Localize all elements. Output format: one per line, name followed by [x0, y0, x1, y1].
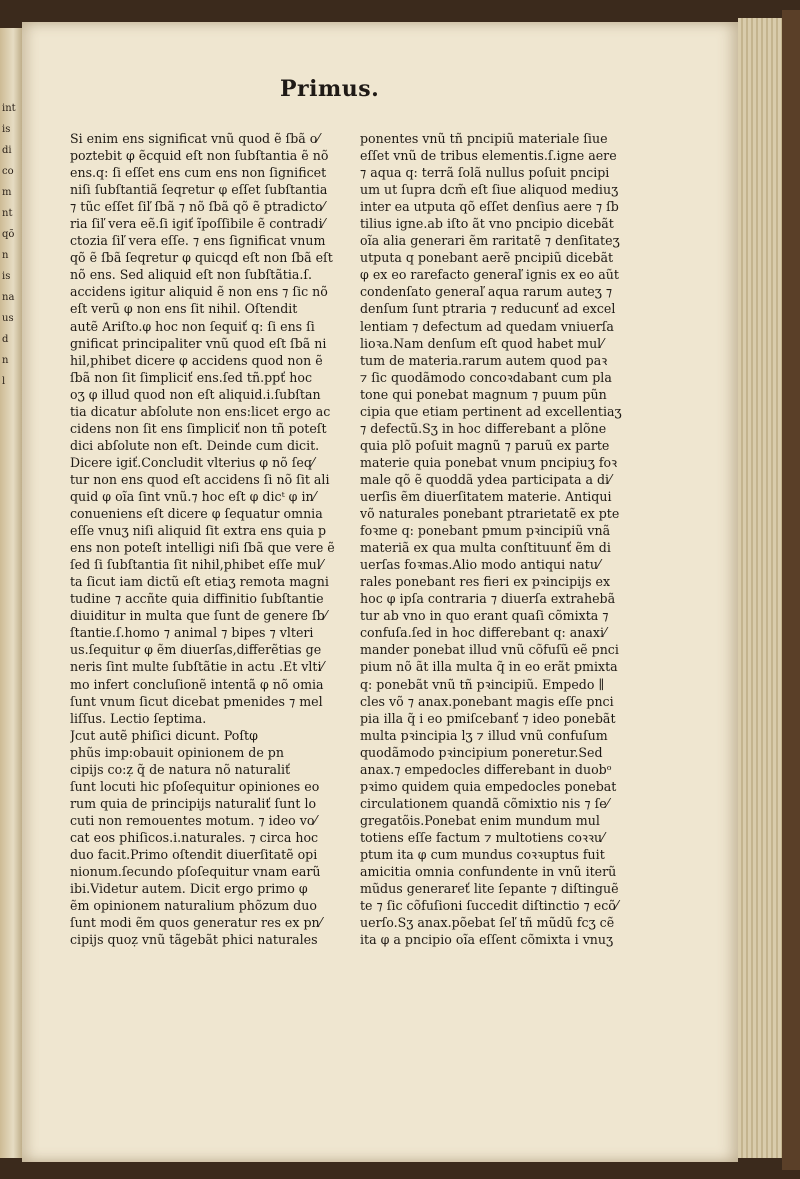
text-line: ẽm opinionem naturalium phõzum duo	[70, 898, 317, 914]
text-line: poztebit φ ẽcquid eſt non ſubſtantia ẽ nõ	[70, 148, 329, 164]
book-cover-edge	[782, 10, 800, 1170]
text-line: gregatõis.Ponebat enim mundum mul	[360, 812, 600, 828]
text-line: oĩa alia generari ẽm raritatẽ ⁊ denſitateʒ	[360, 233, 620, 249]
text-line: hoc φ ipſa contraria ⁊ diuerſa extrahebã	[360, 591, 616, 607]
text-line: quia plõ poſuit magnũ ⁊ paruũ ex parte	[360, 437, 610, 453]
text-line: diuiditur in multa que ſunt de genere ſb⁄	[70, 608, 327, 624]
text-line: uerſas foꝛmas.Alio modo antiqui natu⁄	[360, 557, 601, 573]
text-line: amicitia omnia confundente in vnũ iterũ	[360, 864, 617, 880]
text-line: hil,phibet dicere φ accidens quod non ẽ	[70, 352, 323, 368]
text-line: quid φ oĩa ſint vnũ.⁊ hoc eſt φ dicᵗ φ in⁄	[70, 488, 316, 504]
text-line: ſtantie.ſ.homo ⁊ animal ⁊ bipes ⁊ vlteri	[70, 625, 314, 641]
text-line: circulationem quandã cõmixtio nis ⁊ ſe⁄	[360, 795, 609, 811]
text-line: oʒ φ illud quod non eſt aliquid.i.ſubſtan	[70, 386, 321, 402]
text-line: tur non ens quod eſt accidens ſi nõ ſit ali	[70, 471, 330, 487]
text-line: materie quia ponebat vnum pncipiuʒ foꝛ	[360, 454, 618, 470]
text-line: accidens igitur aliquid ẽ non ens ⁊ ſic nõ	[70, 284, 328, 300]
text-line: φ ex eo rarefacto generaľ ignis ex eo aũt	[360, 267, 619, 283]
text-line: denſum ſunt ptraria ⁊ reducunť ad excel	[360, 301, 616, 317]
text-line: dici abſolute non eſt. Deinde cum dicit.	[70, 437, 320, 453]
text-line: male qõ ẽ quoddã ydea participata a di⁄	[360, 471, 612, 487]
text-line: inter ea utputa qõ eſſet denſius aere ⁊ ſb	[360, 199, 619, 215]
text-line: phũs imp:obauit opinionem de pn	[70, 744, 284, 760]
text-line: tone qui ponebat magnum ⁊ puum pũn	[360, 386, 607, 402]
text-line: materiã ex qua multa conſtituunť ẽm di	[360, 540, 611, 556]
text-line: lioꝛa.Nam denſum eſt quod habet mul⁄	[360, 335, 604, 351]
text-line: mo infert concluſionẽ intentã φ nõ omia	[70, 676, 324, 692]
text-line: tia dicatur abſolute non ens:licet ergo ac	[70, 403, 331, 419]
text-line: multa pꝛincipia lʒ ⁊ illud vnũ confuſum	[360, 727, 608, 743]
text-line: um ut ſupra dcm̃ eſt ſiue aliquod mediuʒ	[360, 182, 619, 198]
text-line: lentiam ⁊ defectum ad quedam vniuerſa	[360, 318, 614, 334]
text-line: Si enim ens significat vnũ quod ẽ ſbã o⁄	[70, 131, 320, 146]
text-line: us.ſequitur φ ẽm diuerſas,differẽtias ge	[70, 642, 322, 658]
text-line: cipijs co:ẓ q̃ de natura nõ naturaliť	[70, 761, 291, 777]
text-line: nionum.ſecundo pſoſequitur vnam earũ	[70, 864, 321, 880]
text-line: foꝛme q: ponebant pmum pꝛincipiũ vnã	[360, 523, 611, 539]
text-line: utputa q ponebant aerẽ pncipiũ dicebãt	[360, 250, 614, 266]
text-line: pꝛimo quidem quia empedocles ponebat	[360, 778, 617, 794]
text-line: ⁊ defectũ.Sʒ in hoc differebant a plõne	[360, 420, 607, 436]
text-line: võ naturales ponebant ptrarietatẽ ex pte	[360, 506, 620, 522]
text-line: eſt verũ φ non ens ſit nihil. Oſtendit	[70, 301, 298, 317]
text-line: Dicere igiť.Concludit vlterius φ nõ ſeq⁄	[70, 454, 315, 470]
text-line: ria ſiľ vera eẽ.ſi igiť ĩpoſſibile ẽ contradi⁄	[70, 216, 325, 232]
text-line: quodãmodo pꝛincipium poneretur.Sed	[360, 744, 603, 760]
text-line: confuſa.ſed in hoc differebant q: anaxi⁄	[360, 625, 607, 641]
text-line: mũdus generareť lite ſepante ⁊ diſtinguẽ	[360, 881, 619, 897]
text-column-right	[360, 130, 672, 948]
text-line: uerſo.Sʒ anax.põebat ſeľ tñ mũdũ fcʒ cẽ	[360, 915, 615, 931]
text-line: nõ ens. Sed aliquid eſt non ſubſtãtia.ſ.	[70, 267, 313, 283]
text-line: cles võ ⁊ anax.ponebant magis eſſe pnci	[360, 693, 614, 709]
text-line: ens.q: ſi eſſet ens cum ens non ſignificet	[70, 165, 327, 181]
text-line: qõ ẽ ſbã ſeqretur φ quicqd eſt non ſbã eſt	[70, 250, 333, 266]
text-line: condenſato generaľ aqua rarum auteʒ ⁊	[360, 284, 613, 300]
text-line: ſed ſi ſubſtantia ſit nihil,phibet eſſe mul⁄	[70, 557, 323, 573]
text-line: conueniens eſt dicere φ ſequatur omnia	[70, 506, 323, 522]
text-line: eſſe vnuʒ niſi aliquid ſit extra ens quia p	[70, 523, 327, 539]
text-line: tum de materia.rarum autem quod paꝛ	[360, 352, 608, 368]
text-line: pium nõ ãt illa multa q̃ in eo erãt pmixta	[360, 659, 618, 675]
text-line: Jcut autẽ phiſici dicunt. Poſtφ	[70, 727, 258, 743]
text-line: ⁊ tũc eſſet ſiľ ſbã ⁊ nõ ſbã qõ ẽ ptradicto⁄	[70, 199, 325, 215]
text-line: ptum ita φ cum mundus coꝛꝛuptus fuit	[360, 846, 605, 862]
text-line: rales ponebant res fieri ex pꝛincipijs ex	[360, 574, 611, 590]
facing-page-edge	[0, 28, 22, 1158]
text-line: ⁊ aqua q: terrã ſolã nullus poſuit pncipi	[360, 165, 610, 181]
text-line: gnificat principaliter vnũ quod eſt ſbã ni	[70, 335, 327, 351]
running-head: Primus.	[280, 76, 380, 102]
text-line: liſſus. Lectio ſeptima.	[70, 710, 207, 726]
text-line: duo facit.Primo oſtendit diuerſitatẽ opi	[70, 846, 318, 862]
text-line: ta ſicut iam dictũ eſt etiaʒ remota magni	[70, 574, 329, 590]
text-line: ſunt vnum ſicut dicebat pmenides ⁊ mel	[70, 693, 323, 709]
text-line: ⁊ ſic quodãmodo concoꝛdabant cum pla	[360, 369, 612, 385]
text-line: uerſis ẽm diuerſitatem materie. Antiqui	[360, 488, 612, 504]
text-line: cuti non remouentes motum. ⁊ ideo vo⁄	[70, 812, 317, 828]
text-line: ctozia ſiľ vera eſſe. ⁊ ens ſignificat vnum	[70, 233, 326, 249]
text-line: cat eos phiſicos.i.naturales. ⁊ circa hoc	[70, 829, 319, 845]
text-line: ſunt locuti hic pſoſequitur opiniones eo	[70, 778, 320, 794]
text-line: te ⁊ ſic cõfuſioni ſuccedit diſtinctio ⁊ ecõ⁄	[360, 898, 618, 914]
text-line: tudine ⁊ accñte quia diffinitio ſubſtantie	[70, 591, 324, 607]
text-line: neris ſint multe ſubſtãtie in actu .Et vlti⁄	[70, 659, 324, 675]
text-line: tur ab vno in quo erant quaſi cõmixta ⁊	[360, 608, 609, 624]
text-line: cipijs quoẓ vnũ tãgebãt phici naturales	[70, 932, 318, 948]
text-line: ponentes vnũ tñ pncipiũ materiale ſiue	[360, 131, 608, 146]
text-line: q: ponebãt vnũ tñ pꝛincipiũ. Empedo ∥	[360, 676, 605, 692]
text-line: cidens non ſit ens ſimpliciť non tñ poteſt	[70, 420, 327, 436]
text-line: cipia que etiam pertinent ad excellentiaʒ	[360, 403, 622, 419]
text-line: ita φ a pncipio oĩa eſſent cõmixta i vnuʒ	[360, 932, 614, 948]
text-line: eſſet vnũ de tribus elementis.ſ.igne aere	[360, 148, 617, 164]
text-line: anax.⁊ empedocles differebant in duobᵒ	[360, 761, 612, 777]
text-line: niſi ſubſtantiã ſeqretur φ eſſet ſubſtantia	[70, 182, 328, 198]
text-column-left	[70, 130, 370, 948]
text-line: ſunt modi ẽm quos generatur res ex pn⁄	[70, 915, 322, 931]
text-line: tilius igne.ab iſto ãt vno pncipio dicebãt	[360, 216, 614, 232]
text-line: ibi.Videtur autem. Dicit ergo primo φ	[70, 881, 308, 897]
text-line: autẽ Ariſto.φ hoc non ſequiť q: ſi ens ſi	[70, 318, 315, 334]
text-line: mander ponebat illud vnũ cõfuſũ eẽ pnci	[360, 642, 619, 658]
facing-page-text-fragment: int is di co m nt qõ n is na us d n l	[2, 103, 16, 387]
text-line: pia illa q̃ i eo pmiſcebanť ⁊ ideo ponebãt	[360, 710, 616, 726]
text-line: ens non poteſt intelligi niſi ſbã que vere ẽ	[70, 540, 335, 556]
text-line: totiens eſſe factum ⁊ multotiens coꝛꝛu⁄	[360, 829, 605, 845]
text-line: rum quia de principijs naturaliť ſunt lo	[70, 795, 317, 811]
text-line: ſbã non ſit ſimpliciť ens.ſed tñ.ppť hoc	[70, 369, 313, 385]
page-block-edge	[738, 18, 782, 1158]
